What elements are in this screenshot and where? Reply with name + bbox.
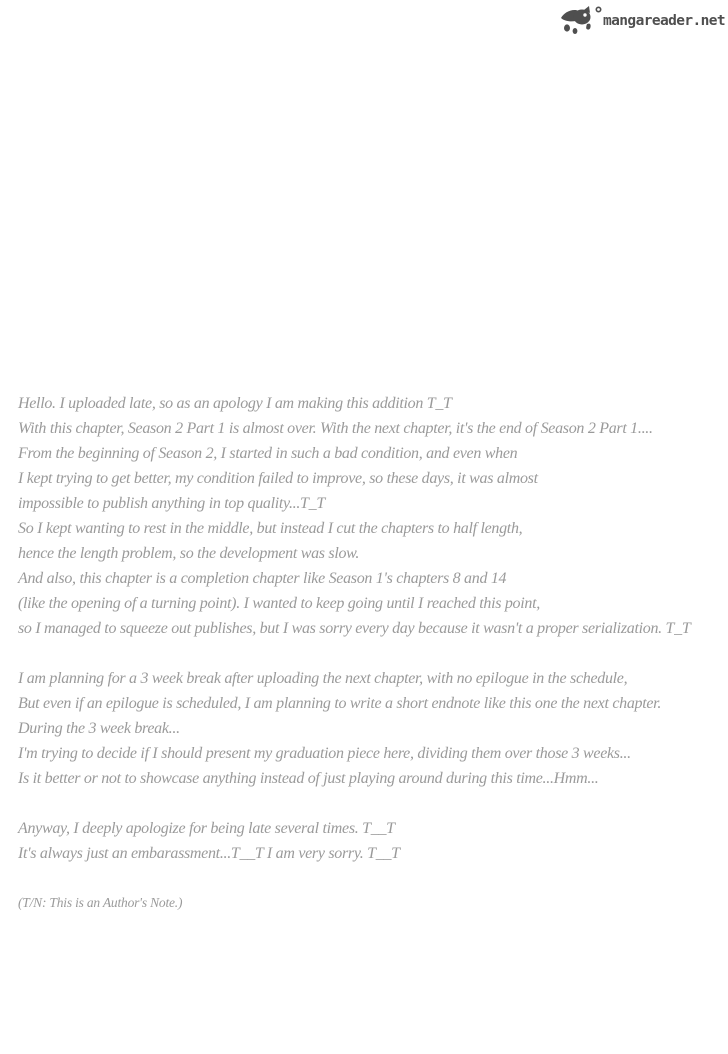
note-line: During the 3 week break... xyxy=(18,720,180,737)
mangareader-mascot-icon xyxy=(560,5,602,40)
note-line: impossible to publish anything in top quality...T_T xyxy=(18,495,325,512)
translator-note: (T/N: This is an Author's Note.) xyxy=(18,895,183,910)
note-line: From the beginning of Season 2, I started in such a bad condition, and even when xyxy=(18,445,518,462)
note-line: Anyway, I deeply apologize for being late several times. T__T xyxy=(18,820,395,837)
note-line: It's always just an embarassment...T__T I am very sorry. T__T xyxy=(18,845,400,862)
site-logo-watermark xyxy=(560,5,725,40)
note-line: And also, this chapter is a completion chapter like Season 1's chapters 8 and 14 xyxy=(18,570,507,587)
note-paragraph xyxy=(18,666,720,791)
note-line: I am planning for a 3 week break after uploading the next chapter, with no epilogue in the schedule, xyxy=(18,670,628,687)
note-paragraph xyxy=(18,816,720,866)
note-line: But even if an epilogue is scheduled, I am planning to write a short endnote like this one the next chapter. xyxy=(18,695,662,712)
note-line: Hello. I uploaded late, so as an apology I am making this addition T_T xyxy=(18,395,452,412)
note-line: With this chapter, Season 2 Part 1 is almost over. With the next chapter, it's the end of Season 2 Part 1.... xyxy=(18,420,653,437)
note-line: Is it better or not to showcase anything instead of just playing around during this time...Hmm... xyxy=(18,770,599,787)
note-line: So I kept wanting to rest in the middle, but instead I cut the chapters to half length, xyxy=(18,520,523,537)
note-line: so I managed to squeeze out publishes, but I was sorry every day because it wasn't a proper serialization. T_T xyxy=(18,620,691,637)
note-paragraph xyxy=(18,391,720,641)
note-line: I'm trying to decide if I should present my graduation piece here, dividing them over those 3 weeks... xyxy=(18,745,631,762)
note-line: (like the opening of a turning point). I wanted to keep going until I reached this point, xyxy=(18,595,540,612)
author-note-text xyxy=(18,391,720,915)
note-line: hence the length problem, so the development was slow. xyxy=(18,545,360,562)
note-line: I kept trying to get better, my condition failed to improve, so these days, it was almost xyxy=(18,470,538,487)
site-name: mangareader.net xyxy=(603,13,725,29)
